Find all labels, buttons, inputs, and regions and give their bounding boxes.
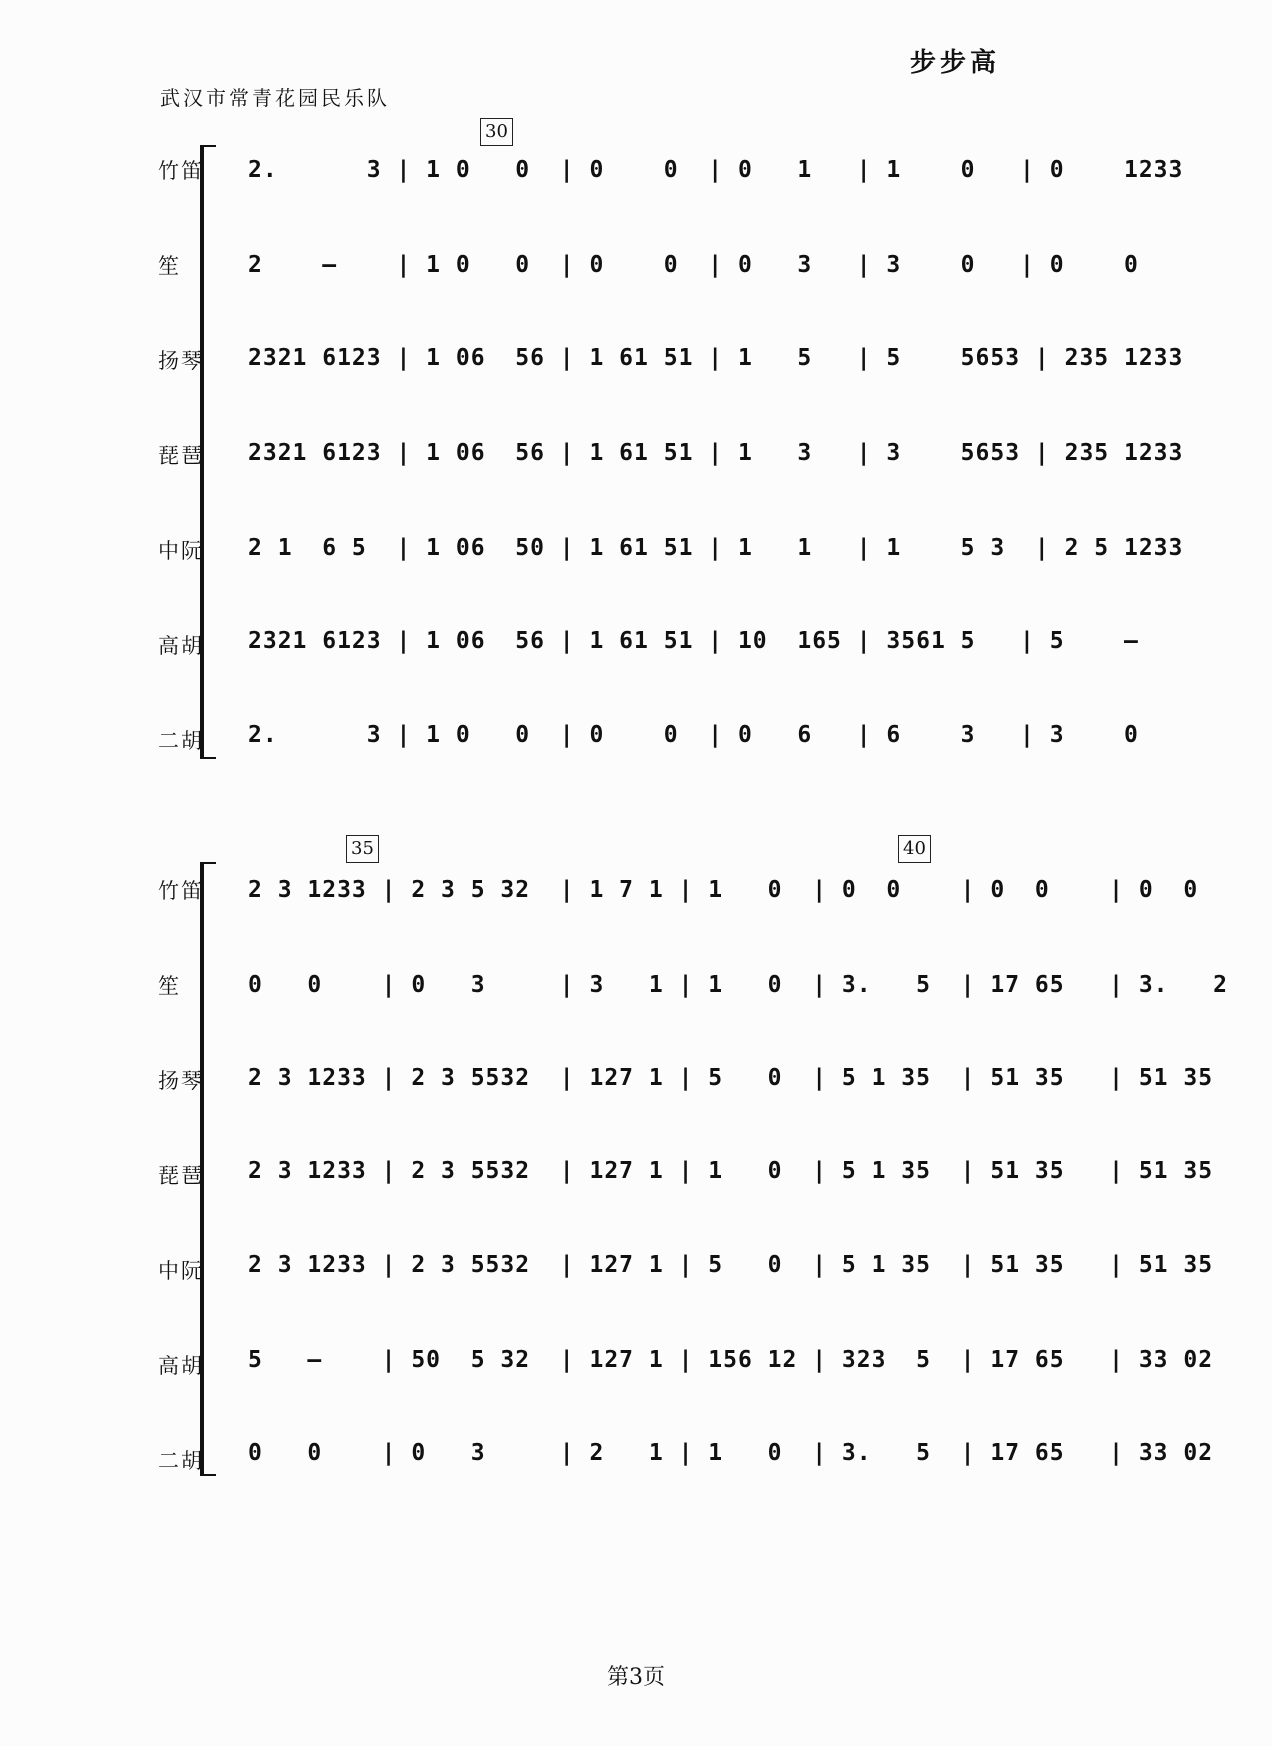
instrument-label: 琵琶: [158, 444, 204, 468]
instrument-label: 中阮: [158, 539, 204, 563]
notation-row: 2321 6123 | 1 06 56 | 1 61 51 | 1 3 | 3 5653 | 235 1233: [248, 440, 1184, 466]
instrument-label: 笙: [158, 974, 181, 998]
notation-row: 2 3 1233 | 2 3 5 32 | 1 7 1 | 1 0 | 0 0 | 0 0 | 0 0: [248, 877, 1199, 903]
instrument-label: 二胡: [158, 729, 204, 753]
notation-row: 2 3 1233 | 2 3 5532 | 127 1 | 5 0 | 5 1 35 | 51 35 | 51 35: [248, 1252, 1214, 1278]
instrument-label: 高胡: [158, 634, 204, 658]
notation-row: 2. 3 | 1 0 0 | 0 0 | 0 6 | 6 3 | 3 0: [248, 722, 1139, 748]
instrument-label: 高胡: [158, 1354, 204, 1378]
notation-row: 5 – | 50 5 32 | 127 1 | 156 12 | 323 5 | 17 65 | 33 02: [248, 1347, 1214, 1373]
notation-row: 2321 6123 | 1 06 56 | 1 61 51 | 1 5 | 5 5653 | 235 1233: [248, 345, 1184, 371]
instrument-label: 扬琴: [158, 1069, 204, 1093]
rehearsal-mark: 35: [346, 835, 379, 863]
instrument-label: 竹笛: [158, 879, 204, 903]
page-number: 第3页: [607, 1665, 665, 1690]
piece-title: 步步高: [909, 48, 1000, 78]
notation-row: 2 1 6 5 | 1 06 50 | 1 61 51 | 1 1 | 1 5 3 | 2 5 1233: [248, 535, 1184, 561]
notation-row: 2. 3 | 1 0 0 | 0 0 | 0 1 | 1 0 | 0 1233: [248, 157, 1184, 183]
instrument-label: 扬琴: [158, 349, 204, 373]
notation-row: 2 3 1233 | 2 3 5532 | 127 1 | 1 0 | 5 1 35 | 51 35 | 51 35: [248, 1158, 1214, 1184]
instrument-label: 琵琶: [158, 1164, 204, 1188]
instrument-label: 中阮: [158, 1259, 204, 1283]
rehearsal-mark: 40: [898, 835, 931, 863]
instrument-label: 二胡: [158, 1449, 204, 1473]
ensemble-name: 武汉市常青花园民乐队: [160, 86, 390, 110]
notation-row: 2 3 1233 | 2 3 5532 | 127 1 | 5 0 | 5 1 35 | 51 35 | 51 35: [248, 1065, 1214, 1091]
instrument-label: 竹笛: [158, 159, 204, 183]
notation-row: 0 0 | 0 3 | 2 1 | 1 0 | 3. 5 | 17 65 | 33 02: [248, 1440, 1214, 1466]
notation-row: 2321 6123 | 1 06 56 | 1 61 51 | 10 165 | 3561 5 | 5 –: [248, 628, 1139, 654]
rehearsal-mark: 30: [480, 118, 513, 146]
instrument-label: 笙: [158, 254, 181, 278]
notation-row: 2 – | 1 0 0 | 0 0 | 0 3 | 3 0 | 0 0: [248, 252, 1139, 278]
notation-row: 0 0 | 0 3 | 3 1 | 1 0 | 3. 5 | 17 65 | 3. 2: [248, 972, 1228, 998]
